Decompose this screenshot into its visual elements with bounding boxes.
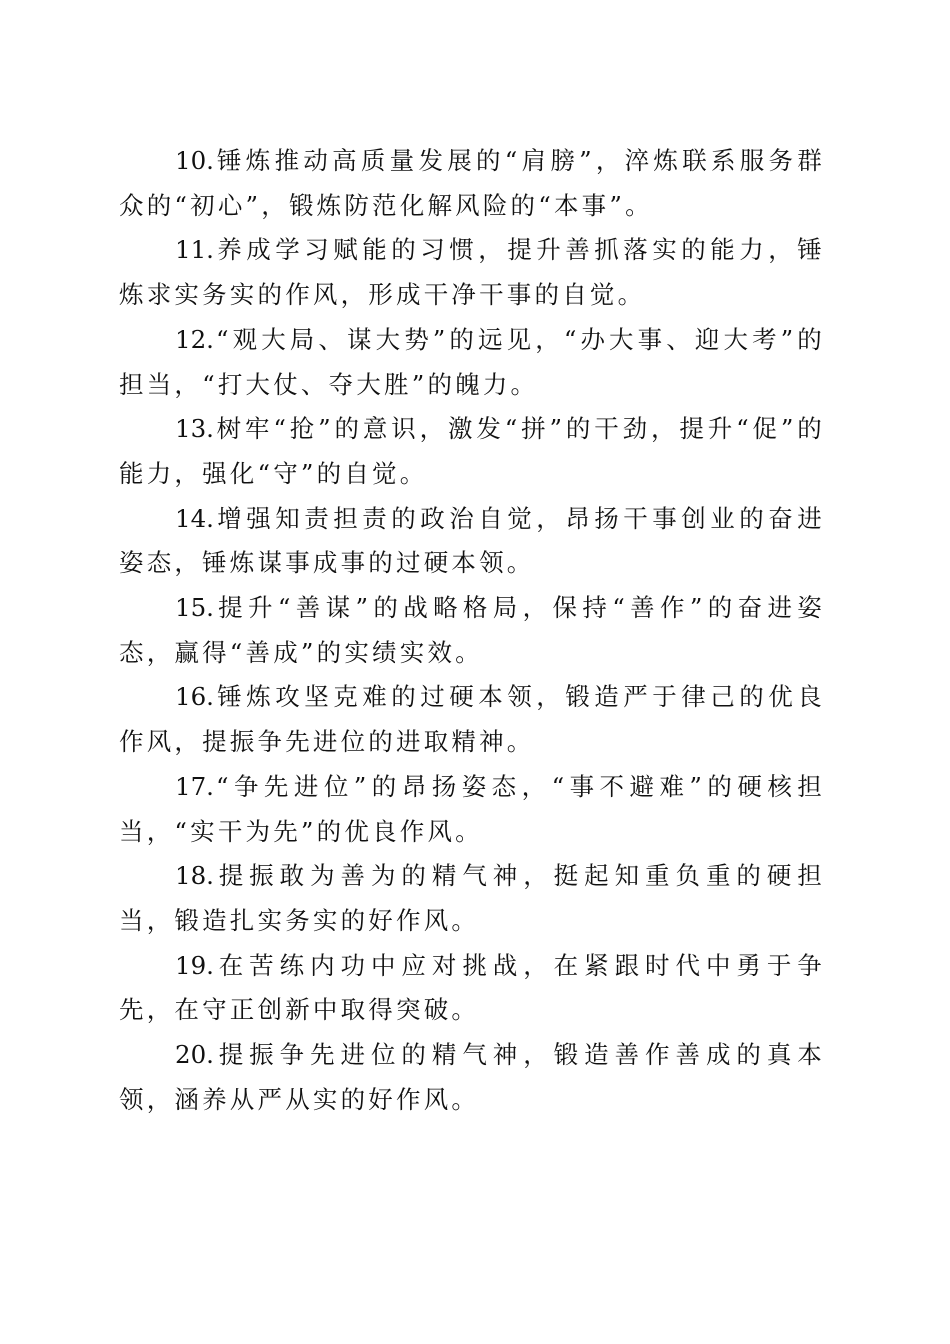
item-number: 14. — [175, 503, 214, 533]
item-text: 提升“善谋”的战略格局，保持“善作”的奋进姿态，赢得“善成”的实绩实效。 — [119, 593, 825, 667]
item-text: 锤炼攻坚克难的过硬本领，锻造严于律己的优良作风，提振争先进位的进取精神。 — [119, 682, 825, 757]
list-item — [119, 854, 825, 943]
list-item — [119, 586, 825, 675]
item-text: 锤炼推动高质量发展的“肩膀”，淬炼联系服务群众的“初心”，锻炼防范化解风险的“本事”。 — [119, 146, 825, 220]
item-text: “观大局、谋大势”的远见，“办大事、迎大考”的担当，“打大仗、夺大胜”的魄力。 — [119, 324, 825, 399]
item-number: 13. — [175, 414, 214, 444]
item-text: 养成学习赋能的习惯，提升善抓落实的能力，锤炼求实务实的作风，形成干净干事的自觉。 — [119, 235, 825, 310]
item-number: 20. — [175, 1040, 214, 1070]
item-text: 提振争先进位的精气神，锻造善作善成的真本领，涵养从严从实的好作风。 — [119, 1040, 825, 1114]
item-number: 12. — [175, 324, 214, 354]
item-text: “争先进位”的昂扬姿态，“事不避难”的硬核担当，“实干为先”的优良作风。 — [119, 771, 825, 846]
item-number: 15. — [175, 593, 214, 623]
item-number: 11. — [175, 235, 214, 265]
document-body — [119, 139, 825, 1122]
item-text: 树牢“抢”的意识，激发“拼”的干劲，提升“促”的能力，强化“守”的自觉。 — [119, 414, 825, 488]
item-text: 在苦练内功中应对挑战，在紧跟时代中勇于争先，在守正创新中取得突破。 — [119, 950, 825, 1025]
list-item — [119, 407, 825, 496]
list-item — [119, 228, 825, 317]
item-number: 18. — [175, 861, 214, 891]
list-item — [119, 1033, 825, 1122]
list-item — [119, 139, 825, 228]
list-item — [119, 765, 825, 854]
item-number: 17. — [175, 771, 214, 801]
item-number: 16. — [175, 682, 214, 712]
list-item — [119, 944, 825, 1033]
list-item — [119, 318, 825, 407]
list-item — [119, 497, 825, 586]
item-text: 提振敢为善为的精气神，挺起知重负重的硬担当，锻造扎实务实的好作风。 — [119, 861, 825, 935]
item-text: 增强知责担责的政治自觉，昂扬干事创业的奋进姿态，锤炼谋事成事的过硬本领。 — [119, 503, 825, 578]
item-number: 10. — [175, 146, 214, 175]
item-number: 19. — [175, 950, 214, 980]
list-item — [119, 675, 825, 764]
